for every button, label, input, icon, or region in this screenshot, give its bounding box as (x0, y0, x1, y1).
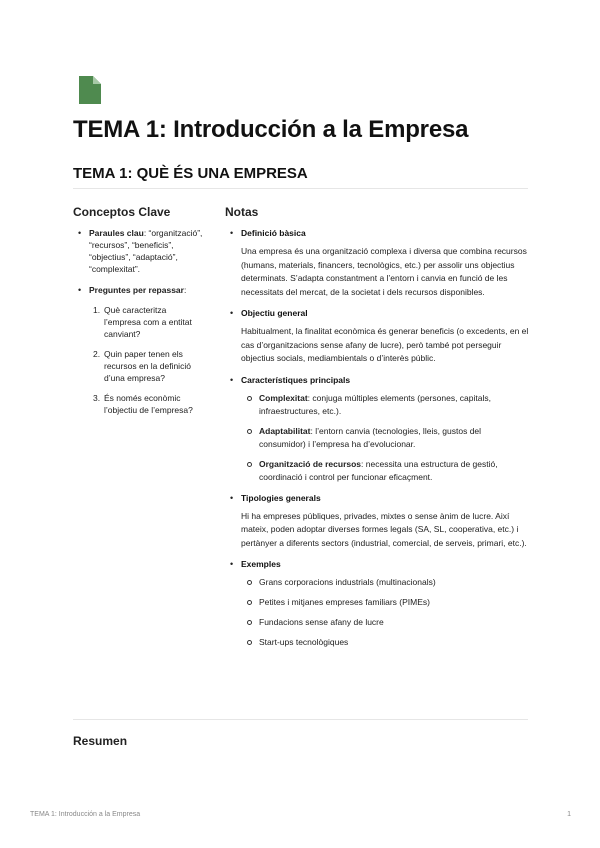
note-title: • Objectiu general (241, 308, 308, 318)
characteristic-text: : l’entorn canvia (tecnologies, lleis, gustos del consumidor) i l’empresa ha d’evolucionar. (259, 425, 482, 449)
example-item: Fundacions sense afany de lucre (241, 616, 530, 629)
notes-column (225, 205, 530, 657)
note-text: Una empresa és una organització complexa i diversa que combina recursos (humans, materials, financers, tecnològics, etc.) per assolir uns objectius determinats. S’adapta constantment a l’entorn i canvia en funció de les necessitats del mercat, de la societat i dels recursos disponibles. (241, 246, 527, 297)
note-basic-definition (225, 227, 530, 299)
note-text: Hi ha empreses públiques, privades, mixtes o sense ànim de lucre. Així mateix, poden adoptar diverses formes legals (SA, SL, cooperativa, etc.) i pertànyer a diferents sectors (industrial, comercial, de serveis, primari, etc.). (241, 510, 527, 548)
document-icon (79, 76, 101, 104)
summary-divider (73, 719, 528, 720)
characteristic-text: : necessita una estructura de gestió, coordinació i control per funcionar eficaçment. (259, 458, 498, 482)
page-title: TEMA 1: Introducción a la Empresa (73, 116, 469, 143)
key-concepts-heading: Conceptos Clave (73, 205, 171, 219)
question-number: 1. (93, 305, 101, 315)
question-item (89, 348, 204, 384)
note-title: • Exemples (241, 559, 281, 569)
question-item (89, 392, 204, 416)
keywords-item (73, 227, 213, 275)
characteristic-item (241, 458, 530, 484)
characteristic-label: Adaptabilitat (259, 425, 311, 436)
example-item: Start-ups tecnològiques (241, 636, 530, 649)
question-number: 3. (93, 393, 101, 403)
note-examples (225, 558, 530, 649)
example-item: Petites i mitjanes empreses familiars (PIMEs) (241, 596, 530, 609)
question-number: 2. (93, 349, 101, 359)
section-divider (73, 188, 528, 189)
review-questions-label: Preguntes per repassar (89, 285, 184, 295)
characteristic-item (241, 392, 530, 418)
keywords-text: : “organització”, “recursos”, “beneficis”, “objectius”, “adaptació”, “complexitat”. (89, 228, 203, 274)
characteristic-text: : conjuga múltiples elements (persones, capitals, infraestructures, etc.). (259, 392, 491, 416)
note-title: • Definició bàsica (241, 228, 306, 238)
page-number: 1 (567, 811, 571, 818)
key-concepts-list (73, 227, 213, 416)
examples-list (241, 576, 530, 649)
example-item: Grans corporacions industrials (multinacionals) (241, 576, 530, 589)
review-questions-colon: : (183, 285, 187, 295)
note-text: Habitualment, la finalitat econòmica és generar beneficis (o excedents, en el cas d’organitzacions sense afany de lucre), però també pot perseguir objectius socials, mediambientals o d’interès públic. (241, 326, 529, 363)
note-general-objective (225, 307, 530, 366)
question-text: Què caracteritza l’empresa com a entitat canviant? (104, 305, 192, 339)
footer-title: TEMA 1: Introducción a la Empresa (30, 811, 141, 818)
summary-heading: Resumen (73, 734, 128, 748)
note-characteristics (225, 374, 530, 484)
characteristic-label: Complexitat (259, 392, 308, 403)
review-questions-item (73, 284, 213, 416)
notes-heading: Notas (225, 205, 259, 219)
notes-list (225, 227, 530, 649)
note-title: • Característiques principals (241, 374, 351, 385)
key-concepts-column (73, 205, 213, 425)
question-item (89, 304, 204, 340)
section-title: TEMA 1: QUÈ ÉS UNA EMPRESA (73, 165, 308, 182)
characteristic-label: Organització de recursos (259, 458, 362, 469)
keywords-label: Paraules clau (89, 228, 144, 238)
question-text: Quin paper tenen els recursos en la definició d’una empresa? (104, 349, 191, 383)
characteristic-item (241, 425, 530, 451)
characteristics-list (241, 392, 530, 484)
review-questions-list (89, 304, 213, 416)
note-title: • Tipologies generals (241, 492, 321, 503)
note-typologies (225, 492, 530, 551)
question-text: És només econòmic l’objectiu de l’empresa? (104, 393, 193, 415)
